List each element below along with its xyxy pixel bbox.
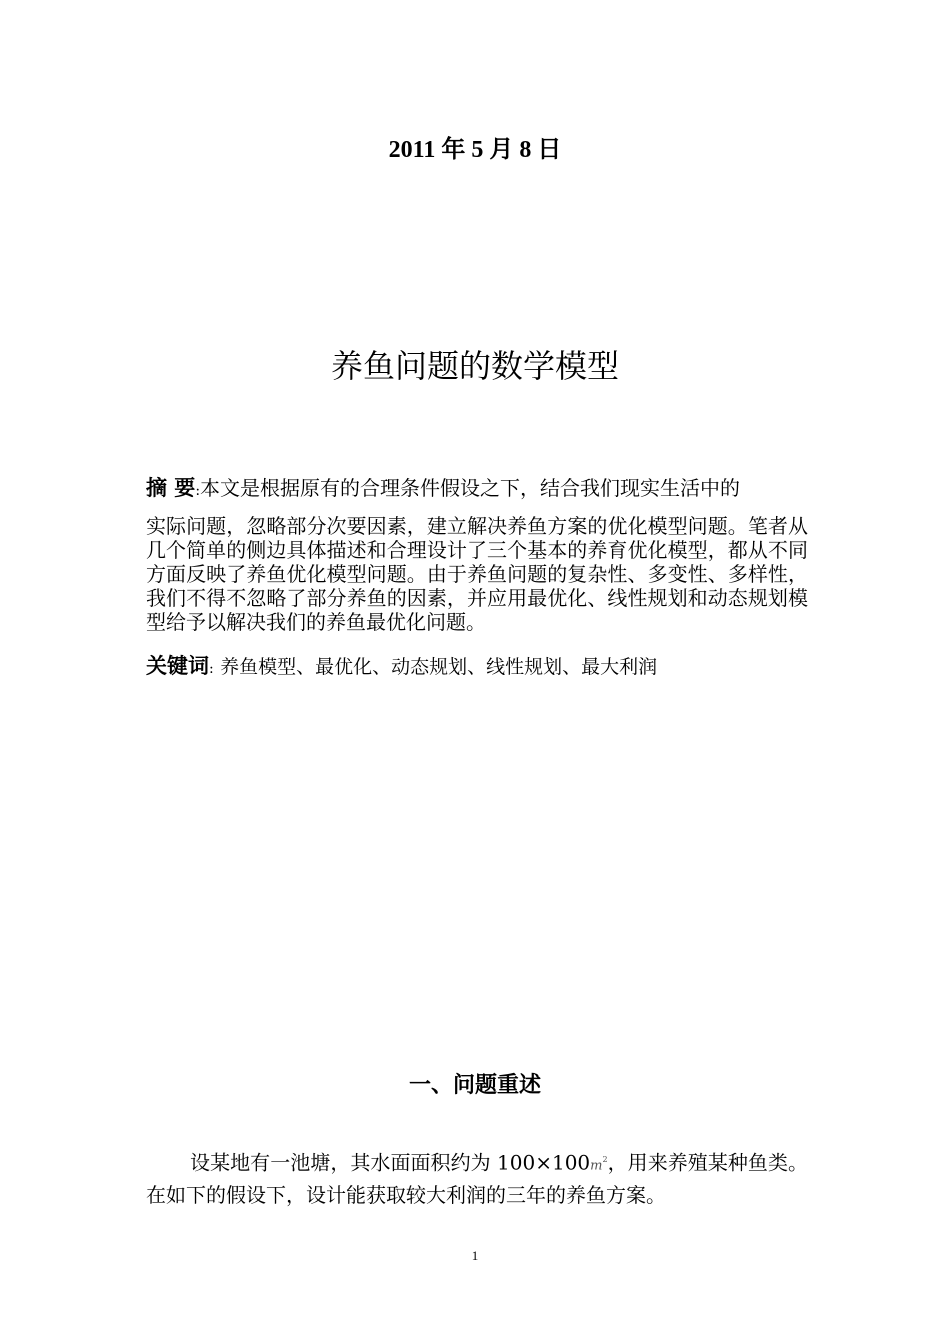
keywords-label-colon: : — [209, 661, 214, 677]
problem-text-before: 设某地有一池塘，其水面面积约为 100×100 — [190, 1150, 591, 1175]
section-heading-problem-restatement: 一、问题重述 — [408, 1073, 541, 1098]
area-unit-power: 2 — [602, 1155, 608, 1164]
abstract-paragraph — [146, 476, 808, 634]
document-title: 养鱼问题的数学模型 — [330, 347, 619, 385]
area-unit: m — [590, 1158, 603, 1174]
abstract-body: 实际问题，忽略部分次要因素，建立解决养鱼方案的优化模型问题。笔者从几个简单的侧边具体描述和合理设计了三个基本的养育优化模型，都从不同方面反映了养鱼优化模型问题。由于养鱼问题的复杂性、多变性、多样性，我们不得不忽略了部分养鱼的因素，并应用最优化、线性规划和动态规划模型给予以解决我们的养鱼最优化问题。 — [146, 514, 808, 634]
keywords-label: 关键词 — [146, 654, 209, 678]
abstract-line-1: 本文是根据原有的合理条件假设之下，结合我们现实生活中的 — [200, 476, 741, 500]
keywords-line — [146, 652, 808, 683]
keywords-value: 养鱼模型、最优化、动态规划、线性规划、最大利润 — [220, 656, 658, 678]
page-number: 1 — [471, 1248, 479, 1263]
problem-text-after: ，用来养殖某种鱼类。在如下的假设下，设计能获取较大利润的三年的养鱼方案。 — [146, 1150, 809, 1207]
abstract-label: 摘 要 — [146, 476, 196, 500]
problem-paragraph — [146, 1146, 808, 1209]
abstract-first-line — [146, 476, 808, 503]
document-date: 2011 年 5 月 8 日 — [388, 137, 562, 163]
abstract-label-colon: : — [195, 483, 201, 499]
